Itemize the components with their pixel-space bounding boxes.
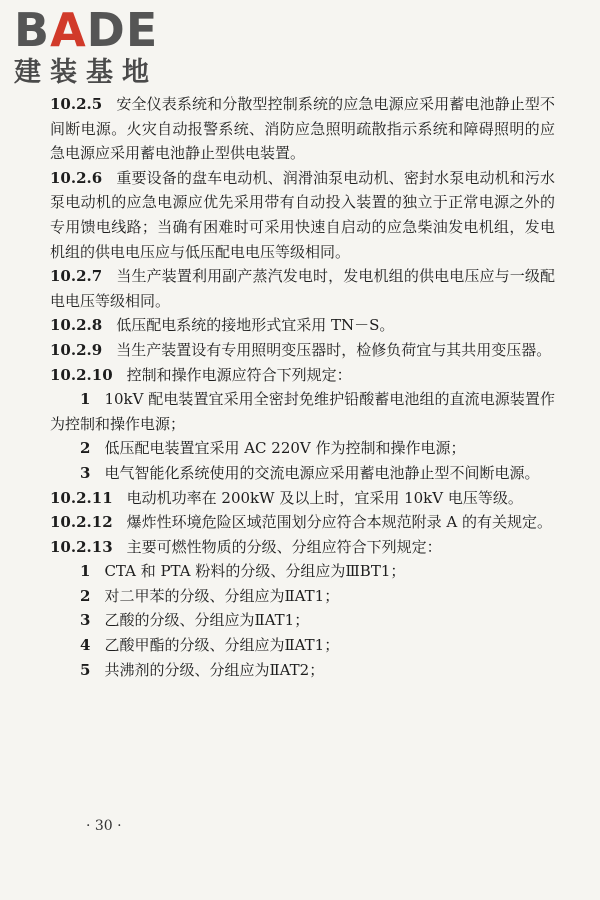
clause-10-2-12: 10.2.12 爆炸性环境危险区域范围划分应符合本规范附录 A 的有关规定。 <box>50 513 553 532</box>
clause-10-2-8: 10.2.8 低压配电系统的接地形式宜采用 TN－S。 <box>50 316 395 335</box>
clause-10-2-13-item-1: 1 CTA 和 PTA 粉料的分级、分组应为ⅢBT1； <box>80 562 406 581</box>
clause-10-2-10-item-2: 2 低压配电装置宜采用 AC 220V 作为控制和操作电源； <box>80 439 466 458</box>
bade-logo <box>14 3 184 88</box>
clause-10-2-11: 10.2.11 电动机功率在 200kW 及以上时，宜采用 10kV 电压等级。 <box>50 488 523 507</box>
clause-10-2-10-item-3: 3 电气智能化系统使用的交流电源应采用蓄电池静止型不间断电源。 <box>80 463 540 482</box>
clause-10-2-13-item-2: 2 对二甲苯的分级、分组应为ⅡAT1； <box>80 586 340 605</box>
logo-brand-cn: 建装基地 <box>14 57 158 88</box>
clause-10-2-13: 10.2.13 主要可燃性物质的分级、分组应符合下列规定： <box>50 537 442 556</box>
clause-10-2-10-item-1: 1 10kV 配电装置宜采用全密封免维护铅酸蓄电池组的直流电源装置作为控制和操作电源； <box>50 390 555 433</box>
clause-10-2-7: 10.2.7 当生产装置利用副产蒸汽发电时，发电机组的供电电压应与一级配电电压等级相同。 <box>50 267 555 310</box>
document-body <box>50 92 555 682</box>
clause-10-2-9: 10.2.9 当生产装置设有专用照明变压器时，检修负荷宜与其共用变压器。 <box>50 340 552 359</box>
clause-10-2-6: 10.2.6 重要设备的盘车电动机、润滑油泵电动机、密封水泵电动机和污水泵电动机的应急电源应优先采用带有自动投入装置的独立于正常电源之外的专用馈电线路；当确有困难时可采用快速自启动的应急柴油发电机组，发电机组的供电电压应与低压配电电压等级相同。 <box>50 168 555 261</box>
page-number: · 30 · <box>86 818 122 834</box>
clause-10-2-5: 10.2.5 安全仪表系统和分散型控制系统的应急电源应采用蓄电池静止型不间断电源。火灾自动报警系统、消防应急照明疏散指示系统和障碍照明的应急电源应采用蓄电池静止型供电装置。 <box>50 95 555 163</box>
clause-10-2-13-item-4: 4 乙酸甲酯的分级、分组应为ⅡAT1； <box>80 636 340 655</box>
logo-brand: BADE <box>14 3 159 57</box>
clause-10-2-13-item-3: 3 乙酸的分级、分组应为ⅡAT1； <box>80 611 310 630</box>
clause-10-2-13-item-5: 5 共沸剂的分级、分组应为ⅡAT2； <box>80 660 325 679</box>
clause-10-2-10: 10.2.10 控制和操作电源应符合下列规定： <box>50 365 352 384</box>
